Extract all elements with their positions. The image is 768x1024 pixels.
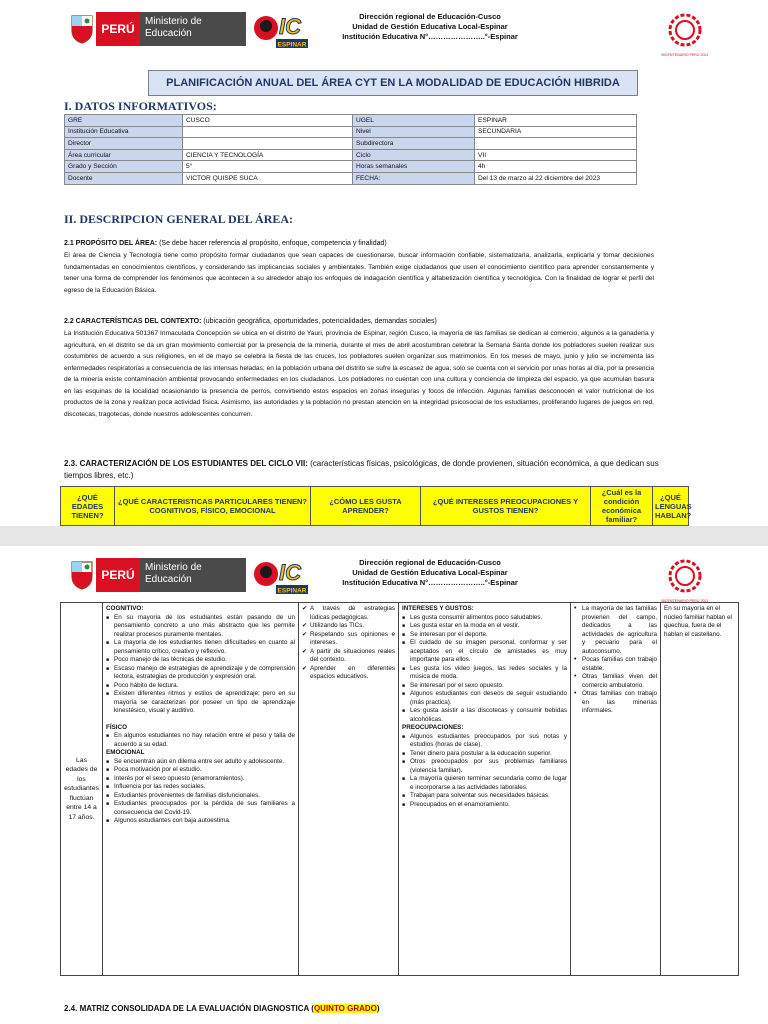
s21-paragraph: El área de Ciencia y Tecnología tiene como propósito formar ciudadanos que sean capaces de cuestionarse, buscar información confiable, sistematizarla, analizarla, explicarla y tomar decisiones fundamentadas en conocimientos científicos, y considerando las implicancias sociales y ambientales. También exige ciudadanos que usen el conocimiento científico para aprender constantemente y tener una forma de comprender los fenómenos que acontecen a su alrededor abajo los enfoques de indagación científica y alfabetización científica y tecnológica. Con la finalidad de lograr el perfil del egreso de la Educación Básica. — [64, 252, 654, 294]
list-item: ■ Interés por el sexo opuesto (enamoramientos). — [106, 775, 295, 784]
info-label: Nivel — [353, 126, 475, 138]
bicentenario-label: BICENTENARIO PERÚ 2021 — [661, 53, 709, 57]
info-label: Grado y Sección — [65, 161, 183, 173]
bicentenario-logo-icon — [660, 556, 710, 606]
bicentenario-logo-icon — [660, 10, 710, 60]
ministerio-label: Ministerio de Educación — [140, 12, 246, 46]
list-item: ■ Otros preocupados por sus problemas familiares (violencia familiar). — [402, 758, 567, 775]
header-line-2: Unidad de Gestión Educativa Local-Espinar — [352, 568, 508, 577]
coat-of-arms-icon — [70, 14, 94, 44]
s24-heading: 2.4. MATRIZ CONSOLIDADA DE LA EVALUACIÓN DIAGNOSTICA (QUINTO GRADO) — [64, 1004, 380, 1013]
info-label: Docente — [65, 172, 183, 184]
list-item: • Otras familias viven del comercio ambulatorio. — [574, 673, 657, 690]
list-item: ■ Influencia por las redes sociales. — [106, 783, 295, 792]
s21-heading — [64, 240, 387, 247]
info-value — [183, 126, 353, 138]
info-value: ESPINAR — [475, 115, 637, 127]
peru-label: PERÚ — [96, 12, 140, 46]
info-row — [65, 149, 637, 161]
info-label: Subdirectora — [353, 138, 475, 150]
edades-text: Las edades de los estudiantes fluctúan entre 14 a 17 años. — [64, 756, 99, 821]
school-logo-text: IC — [279, 14, 301, 39]
column-header: ¿Cuál es la condición económica familiar? — [591, 487, 653, 526]
page-header-2 — [0, 546, 768, 606]
list-item: ✔ A través de estrategias lúdicas pedagógicas. — [302, 605, 395, 622]
datos-informativos-table — [64, 114, 637, 185]
document-title: PLANIFICACIÓN ANUAL DEL ÁREA CYT EN LA MODALIDAD DE EDUCACIÓN HIBRIDA — [148, 70, 638, 96]
info-row — [65, 138, 637, 150]
ministerio-label: Ministerio de Educación — [140, 558, 246, 592]
list-item: ■ Algunos estudiantes preocupados por sus notas y estudios (horas de clase). — [402, 733, 567, 750]
info-value: 5° — [183, 161, 353, 173]
list-item: ■ Escaso manejo de estrategias de aprendizaje y de comprensión lectora, estrategias de producción y expresión oral. — [106, 665, 295, 682]
fisico-heading: FÍSICO — [106, 723, 127, 731]
aprender-cell — [299, 603, 399, 975]
column-header: ¿QUÉ LENGUAS HABLAN? — [653, 487, 689, 526]
list-item: ■ Les gusta los video juegos, las redes sociales y la música de moda. — [402, 665, 567, 682]
list-item: ■ El cuidado de su imagen personal, conformar y ser aceptados en el círculo de amistades es muy importante para ellos. — [402, 639, 567, 665]
list-item: ■ Trabajan para solventar sus necesidades básicas. — [402, 792, 567, 801]
info-row — [65, 161, 637, 173]
list-item: ✔ Respetando sus opiniones e intereses. — [302, 631, 395, 648]
emocional-list — [106, 758, 295, 826]
bicentenario-label: BICENTENARIO PERÚ 2021 — [661, 599, 709, 603]
list-item: ■ Algunos estudiantes con deseos de seguir estudiando (más practica). — [402, 690, 567, 707]
list-item: ■ Poco manejo de las técnicas de estudio. — [106, 656, 295, 665]
edades-cell — [61, 603, 103, 975]
school-logo-subtext: ESPINAR — [277, 587, 307, 595]
s21-title: 2.1 PROPÓSITO DEL ÁREA: — [64, 240, 158, 247]
caracterizacion-header-table — [60, 486, 692, 526]
column-header: ¿QUÉ INTERESES PREOCUPACIONES Y GUSTOS TIENEN? — [421, 487, 591, 526]
caracterizacion-table — [60, 602, 739, 976]
page-2 — [0, 546, 768, 1024]
info-label: FECHA: — [353, 172, 475, 184]
info-value: Del 13 de marzo al 22 diciembre del 2023 — [475, 172, 637, 184]
info-label: Horas semanales — [353, 161, 475, 173]
list-item: ■ Estudiantes provenientes de familias disfuncionales. — [106, 792, 295, 801]
emocional-heading: EMOCIONAL — [106, 749, 145, 756]
info-row — [65, 172, 637, 184]
aprender-list — [302, 605, 395, 682]
info-value — [475, 138, 637, 150]
economia-cell — [571, 603, 661, 975]
info-row — [65, 115, 637, 127]
list-item: ■ La mayoría quieren terminar secundaria como de lugar e incorporarse a las actividades laborales. — [402, 775, 567, 792]
cognitivo-heading: COGNITIVO: — [106, 605, 144, 612]
list-item: ■ En algunos estudiantes no hay relación entre el peso y talla de acuerdo a su edad. — [106, 732, 295, 749]
info-value: CIENCIA Y TECNOLOGÍA — [183, 149, 353, 161]
column-header: ¿QUÉ EDADES TIENEN? — [61, 487, 115, 526]
cognitivo-list — [106, 614, 295, 716]
header-line-3: Institución Educativa N°…………………..°-Espinar — [342, 32, 518, 41]
lenguas-cell — [661, 603, 738, 975]
page-header — [0, 0, 768, 60]
list-item: ■ Tener dinero para postular a la educación superior. — [402, 750, 567, 759]
info-value — [183, 138, 353, 150]
list-item: ■ Preocupados en el enamoramiento. — [402, 801, 567, 810]
list-item: ■ La mayoría de los estudiantes tienen dificultades en cuanto al pensamiento crítico, creativo y reflexivo. — [106, 639, 295, 656]
list-item: ■ Les gusta estar en la moda en el vestir. — [402, 622, 567, 631]
lenguas-text: En su mayoría en el núcleo familiar hablan el quechua, fuera de el hablan el castellano. — [664, 605, 732, 638]
s23-heading — [64, 458, 684, 482]
ministerio-logo — [96, 558, 246, 592]
info-label: UGEL — [353, 115, 475, 127]
header-line-3: Institución Educativa N°…………………..°-Espinar — [342, 578, 518, 587]
intereses-heading: INTERESES Y GUSTOS: — [402, 605, 474, 612]
peru-label: PERÚ — [96, 558, 140, 592]
list-item: ■ Les gusta asistir a las discotecas y consumir bebidas alcohólicas. — [402, 707, 567, 724]
list-item: ✔ Utilizando las TICs. — [302, 622, 395, 631]
s23-title: 2.3. CARACTERIZACIÓN DE LOS ESTUDIANTES DEL CICLO VII: — [64, 459, 308, 468]
list-item: ■ Poco hábito de lectura. — [106, 682, 295, 691]
info-value: VICTOR QUISPE SUCA — [183, 172, 353, 184]
column-header: ¿CÓMO LES GUSTA APRENDER? — [311, 487, 421, 526]
info-label: Área curricular — [65, 149, 183, 161]
header-line-2: Unidad de Gestión Educativa Local-Espinar — [352, 22, 508, 31]
coat-of-arms-icon — [70, 560, 94, 590]
list-item: ✔ Aprender en diferentes espacios educativos. — [302, 665, 395, 682]
school-logo-text: IC — [279, 560, 301, 585]
list-item: ■ En su mayoría de los estudiantes están pasando de un pensamiento concreto a uno más abstracto que les permite realizar procesos puramente mentales. — [106, 614, 295, 640]
info-value: SECUNDARIA — [475, 126, 637, 138]
institution-heading — [300, 12, 560, 42]
info-label: Director — [65, 138, 183, 150]
school-logo-subtext: ESPINAR — [277, 41, 307, 49]
info-label: GRE — [65, 115, 183, 127]
list-item: ■ Poca motivación por el estudio. — [106, 766, 295, 775]
list-item: ■ Se encuentran aún en dilema entre ser adulto y adolescente. — [106, 758, 295, 767]
info-value: VII — [475, 149, 637, 161]
section-1-heading: I. DATOS INFORMATIVOS: — [64, 99, 217, 113]
info-label: Institución Educativa — [65, 126, 183, 138]
list-item: ■ Les gusta consumir alimentos poco saludables. — [402, 614, 567, 623]
intereses-cell — [399, 603, 571, 975]
s22-heading — [64, 318, 437, 325]
info-row — [65, 126, 637, 138]
column-header: ¿QUÉ CARACTERISTICAS PARTICULARES TIENEN? COGNITIVOS, FÍSICO, EMOCIONAL — [115, 487, 311, 526]
caracterizacion-header-row — [61, 487, 689, 526]
intereses-list — [402, 614, 567, 725]
list-item: • Otras familias con trabajo en las minerías informales. — [574, 690, 657, 716]
info-value: CUSCO — [183, 115, 353, 127]
header-line-1: Dirección regional de Educación-Cusco — [359, 12, 501, 21]
s22-paragraph: La Institución Educativa 501367 Inmaculada Concepción se ubica en el distrito de Yauri, provincia de Espinar, región Cusco, la mayoría de las familias se dedican al comercio, algunos a la ganadería y agricultura, en el distrito se da un gran movimiento comercial por la presencia de la minería, durante el mes de abril acostumbran celebrar la Semana Santa donde los pobladores suelen realizar sus costumbres de acuerdo a sus religiones, en el de mayo se celebra la fiesta de las cruces, los pobladores suelen organizar sus matrimonios. En los meses de mayo, junio y julio se incrementa las enfermedades respiratorias a consecuencia de las intensas heladas; en la población urbana del distrito se sufre la escasez de agua, solo se cuenta con el servicio por unas horas al día, por la presencia de la minería existe contaminación ambiental provocando enfermedades en los ciudadanos. Los pobladores no cuentan con una cultura y conciencia de limpieza del espacio, ya que acumulan basura en las esquinas de la localidad ocasionando la presencia de perros, convirtiendo estos espacios en zonas inseguras y focos de infección. Algunas familias desconocen el valor nutricional de los productos de la zona y realizan poca actividad física. Asimismo, las autoridades y la población no prestan atención en la integridad psicosocial de los estudiantes, proliferando lugares de juegos en red, discotecas, tragotecas, donde nuestros adolescentes concurren. — [64, 330, 654, 418]
info-value: 4h — [475, 161, 637, 173]
s24-title: 2.4. MATRIZ CONSOLIDADA DE LA EVALUACIÓN DIAGNOSTICA — [64, 1004, 310, 1013]
ministerio-logo — [96, 12, 246, 46]
s24-highlight: QUINTO GRADO — [313, 1004, 377, 1013]
institution-heading — [300, 558, 560, 588]
s22-note: (ubicación geográfica, oportunidades, potencialidades, demandas sociales) — [203, 318, 437, 325]
s22-title: 2.2 CARACTERÍSTICAS DEL CONTEXTO: — [64, 318, 202, 325]
section-2-heading: II. DESCRIPCION GENERAL DEL ÁREA: — [64, 212, 294, 226]
list-item: ■ Existen diferentes ritmos y estilos de aprendizaje; pero en su mayoría se caracterizan por poseer un tipo de aprendizaje kinestésico, visual y auditivo. — [106, 690, 295, 716]
economia-list — [574, 605, 657, 716]
caracteristicas-cell — [103, 603, 299, 975]
list-item: • Pocas familias con trabajo estable. — [574, 656, 657, 673]
s21-note: (Se debe hacer referencia al propósito, enfoque, competencia y finalidad) — [159, 240, 387, 247]
list-item: ■ Se interesan por el deporte. — [402, 631, 567, 640]
list-item: ✔ A partir de situaciones reales del contexto. — [302, 648, 395, 665]
preocupaciones-list — [402, 733, 567, 810]
list-item: • La mayoría de las familias provienen del campo, dedicados a las actividades de agricultura y pecuario para el autoconsumo. — [574, 605, 657, 656]
fisico-list — [106, 732, 295, 749]
s23-note: (características físicas, psicológicas, de donde provienen, situación económica, a que dedican sus tiempos libres, etc.) — [64, 459, 659, 480]
list-item: ■ Algunos estudiantes con baja autoestima. — [106, 817, 295, 826]
info-label: Ciclo — [353, 149, 475, 161]
header-line-1: Dirección regional de Educación-Cusco — [359, 558, 501, 567]
list-item: ■ Se interesan por el sexo opuesto. — [402, 682, 567, 691]
preocupaciones-heading: PREOCUPACIONES: — [402, 724, 464, 731]
list-item: ■ Estudiantes preocupados por la pérdida de sus familiares a consecuencia del Covid-19. — [106, 800, 295, 817]
